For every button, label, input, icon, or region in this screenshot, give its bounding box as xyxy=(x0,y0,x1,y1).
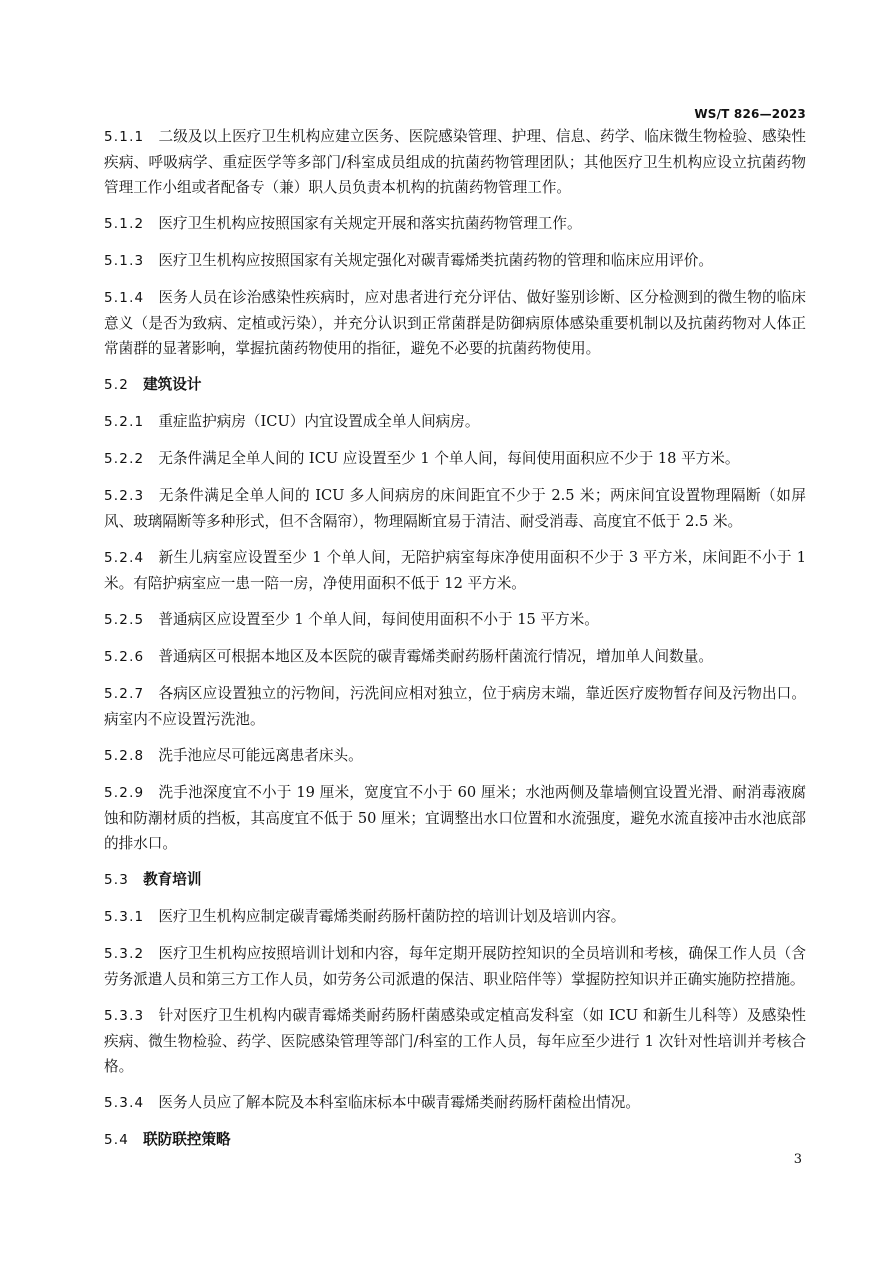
clause-text: 医疗卫生机构应制定碳青霉烯类耐药肠杆菌防控的培训计划及培训内容。 xyxy=(158,908,626,925)
clause-number: 5.2.7 xyxy=(104,686,145,702)
clause-text: 医务人员在诊治感染性疾病时，应对患者进行充分评估、做好鉴别诊断、区分检测到的微生物的临床意义（是否为致病、定植或污染），并充分认识到正常菌群是防御病原体感染重要机制以及抗菌药物对人体正常菌群的显著影响，掌握抗菌药物使用的指征，避免不必要的抗菌药物使用。 xyxy=(104,289,806,357)
clause-5-3-4 xyxy=(104,1090,806,1116)
clause-number: 5.2.2 xyxy=(104,451,145,467)
clause-number: 5.3.4 xyxy=(104,1095,145,1111)
clause-number: 5.2.6 xyxy=(104,649,145,665)
clause-number: 5.1.2 xyxy=(104,216,145,232)
clause-5-3-2 xyxy=(104,941,806,992)
section-heading-5-2 xyxy=(104,372,806,398)
section-number: 5.3 xyxy=(104,872,130,888)
clause-5-1-2 xyxy=(104,211,806,237)
clause-number: 5.2.3 xyxy=(104,488,145,504)
clause-text: 洗手池应尽可能远离患者床头。 xyxy=(158,747,363,764)
clause-number: 5.1.3 xyxy=(104,253,145,269)
clause-5-2-7 xyxy=(104,681,806,732)
document-body xyxy=(104,124,806,1164)
clause-number: 5.2.5 xyxy=(104,612,145,628)
clause-number: 5.2.8 xyxy=(104,748,145,764)
section-heading-5-3 xyxy=(104,867,806,893)
section-title: 建筑设计 xyxy=(143,376,202,393)
clause-number: 5.3.2 xyxy=(104,946,145,962)
clause-text: 洗手池深度宜不小于 19 厘米，宽度宜不小于 60 厘米；水池两侧及靠墙侧宜设置光滑、耐消毒液腐蚀和防潮材质的挡板，其高度宜不低于 50 厘米；宜调整出水口位置和水流强度，避免水流直接冲击水池底部的排水口。 xyxy=(104,784,806,852)
clause-5-2-4 xyxy=(104,545,806,596)
section-heading-5-4 xyxy=(104,1127,806,1153)
clause-5-3-1 xyxy=(104,904,806,930)
clause-text: 医疗卫生机构应按照国家有关规定开展和落实抗菌药物管理工作。 xyxy=(158,215,582,232)
clause-text: 无条件满足全单人间的 ICU 应设置至少 1 个单人间，每间使用面积应不少于 18 平方米。 xyxy=(158,450,740,467)
clause-text: 针对医疗卫生机构内碳青霉烯类耐药肠杆菌感染或定植高发科室（如 ICU 和新生儿科等）及感染性疾病、微生物检验、药学、医院感染管理等部门/科室的工作人员，每年应至少进行 1 次针对性培训并考核合格。 xyxy=(104,1007,806,1075)
clause-text: 无条件满足全单人间的 ICU 多人间病房的床间距宜不少于 2.5 米；两床间宜设置物理隔断（如屏风、玻璃隔断等多种形式，但不含隔帘），物理隔断宜易于清洁、耐受消毒、高度宜不低于 2.5 米。 xyxy=(104,487,806,530)
clause-5-1-4 xyxy=(104,285,806,361)
clause-5-2-3 xyxy=(104,483,806,534)
clause-text: 医疗卫生机构应按照培训计划和内容，每年定期开展防控知识的全员培训和考核，确保工作人员（含劳务派遣人员和第三方工作人员，如劳务公司派遣的保洁、职业陪伴等）掌握防控知识并正确实施防控措施。 xyxy=(104,945,806,988)
clause-5-1-3 xyxy=(104,248,806,274)
clause-text: 普通病区应设置至少 1 个单人间，每间使用面积不小于 15 平方米。 xyxy=(158,611,599,628)
clause-5-2-9 xyxy=(104,780,806,856)
clause-text: 医疗卫生机构应按照国家有关规定强化对碳青霉烯类抗菌药物的管理和临床应用评价。 xyxy=(158,252,713,269)
clause-text: 重症监护病房（ICU）内宜设置成全单人间病房。 xyxy=(158,413,480,430)
clause-number: 5.1.1 xyxy=(104,129,145,145)
clause-5-3-3 xyxy=(104,1003,806,1079)
clause-number: 5.2.1 xyxy=(104,414,145,430)
clause-5-1-1 xyxy=(104,124,806,200)
section-number: 5.4 xyxy=(104,1132,130,1148)
clause-number: 5.3.1 xyxy=(104,909,145,925)
section-title: 联防联控策略 xyxy=(143,1131,231,1148)
clause-text: 二级及以上医疗卫生机构应建立医务、医院感染管理、护理、信息、药学、临床微生物检验、感染性疾病、呼吸病学、重症医学等多部门/科室成员组成的抗菌药物管理团队；其他医疗卫生机构应设立抗菌药物管理工作小组或者配备专（兼）职人员负责本机构的抗菌药物管理工作。 xyxy=(104,128,806,196)
clause-5-2-8 xyxy=(104,743,806,769)
clause-number: 5.2.9 xyxy=(104,785,145,801)
page-number: 3 xyxy=(793,1152,802,1167)
clause-5-2-2 xyxy=(104,446,806,472)
clause-text: 普通病区可根据本地区及本医院的碳青霉烯类耐药肠杆菌流行情况，增加单人间数量。 xyxy=(158,648,713,665)
clause-5-2-5 xyxy=(104,607,806,633)
clause-5-2-6 xyxy=(104,644,806,670)
clause-number: 5.2.4 xyxy=(104,550,145,566)
document-code: WS/T 826—2023 xyxy=(694,107,806,121)
clause-5-2-1 xyxy=(104,409,806,435)
clause-text: 新生儿病室应设置至少 1 个单人间，无陪护病室每床净使用面积不少于 3 平方米，床间距不小于 1 米。有陪护病室应一患一陪一房，净使用面积不低于 12 平方米。 xyxy=(104,549,806,592)
section-title: 教育培训 xyxy=(143,871,202,888)
section-number: 5.2 xyxy=(104,377,130,393)
clause-number: 5.3.3 xyxy=(104,1008,145,1024)
clause-number: 5.1.4 xyxy=(104,290,145,306)
clause-text: 医务人员应了解本院及本科室临床标本中碳青霉烯类耐药肠杆菌检出情况。 xyxy=(158,1094,640,1111)
clause-text: 各病区应设置独立的污物间，污洗间应相对独立，位于病房末端，靠近医疗废物暂存间及污物出口。病室内不应设置污洗池。 xyxy=(104,685,806,728)
